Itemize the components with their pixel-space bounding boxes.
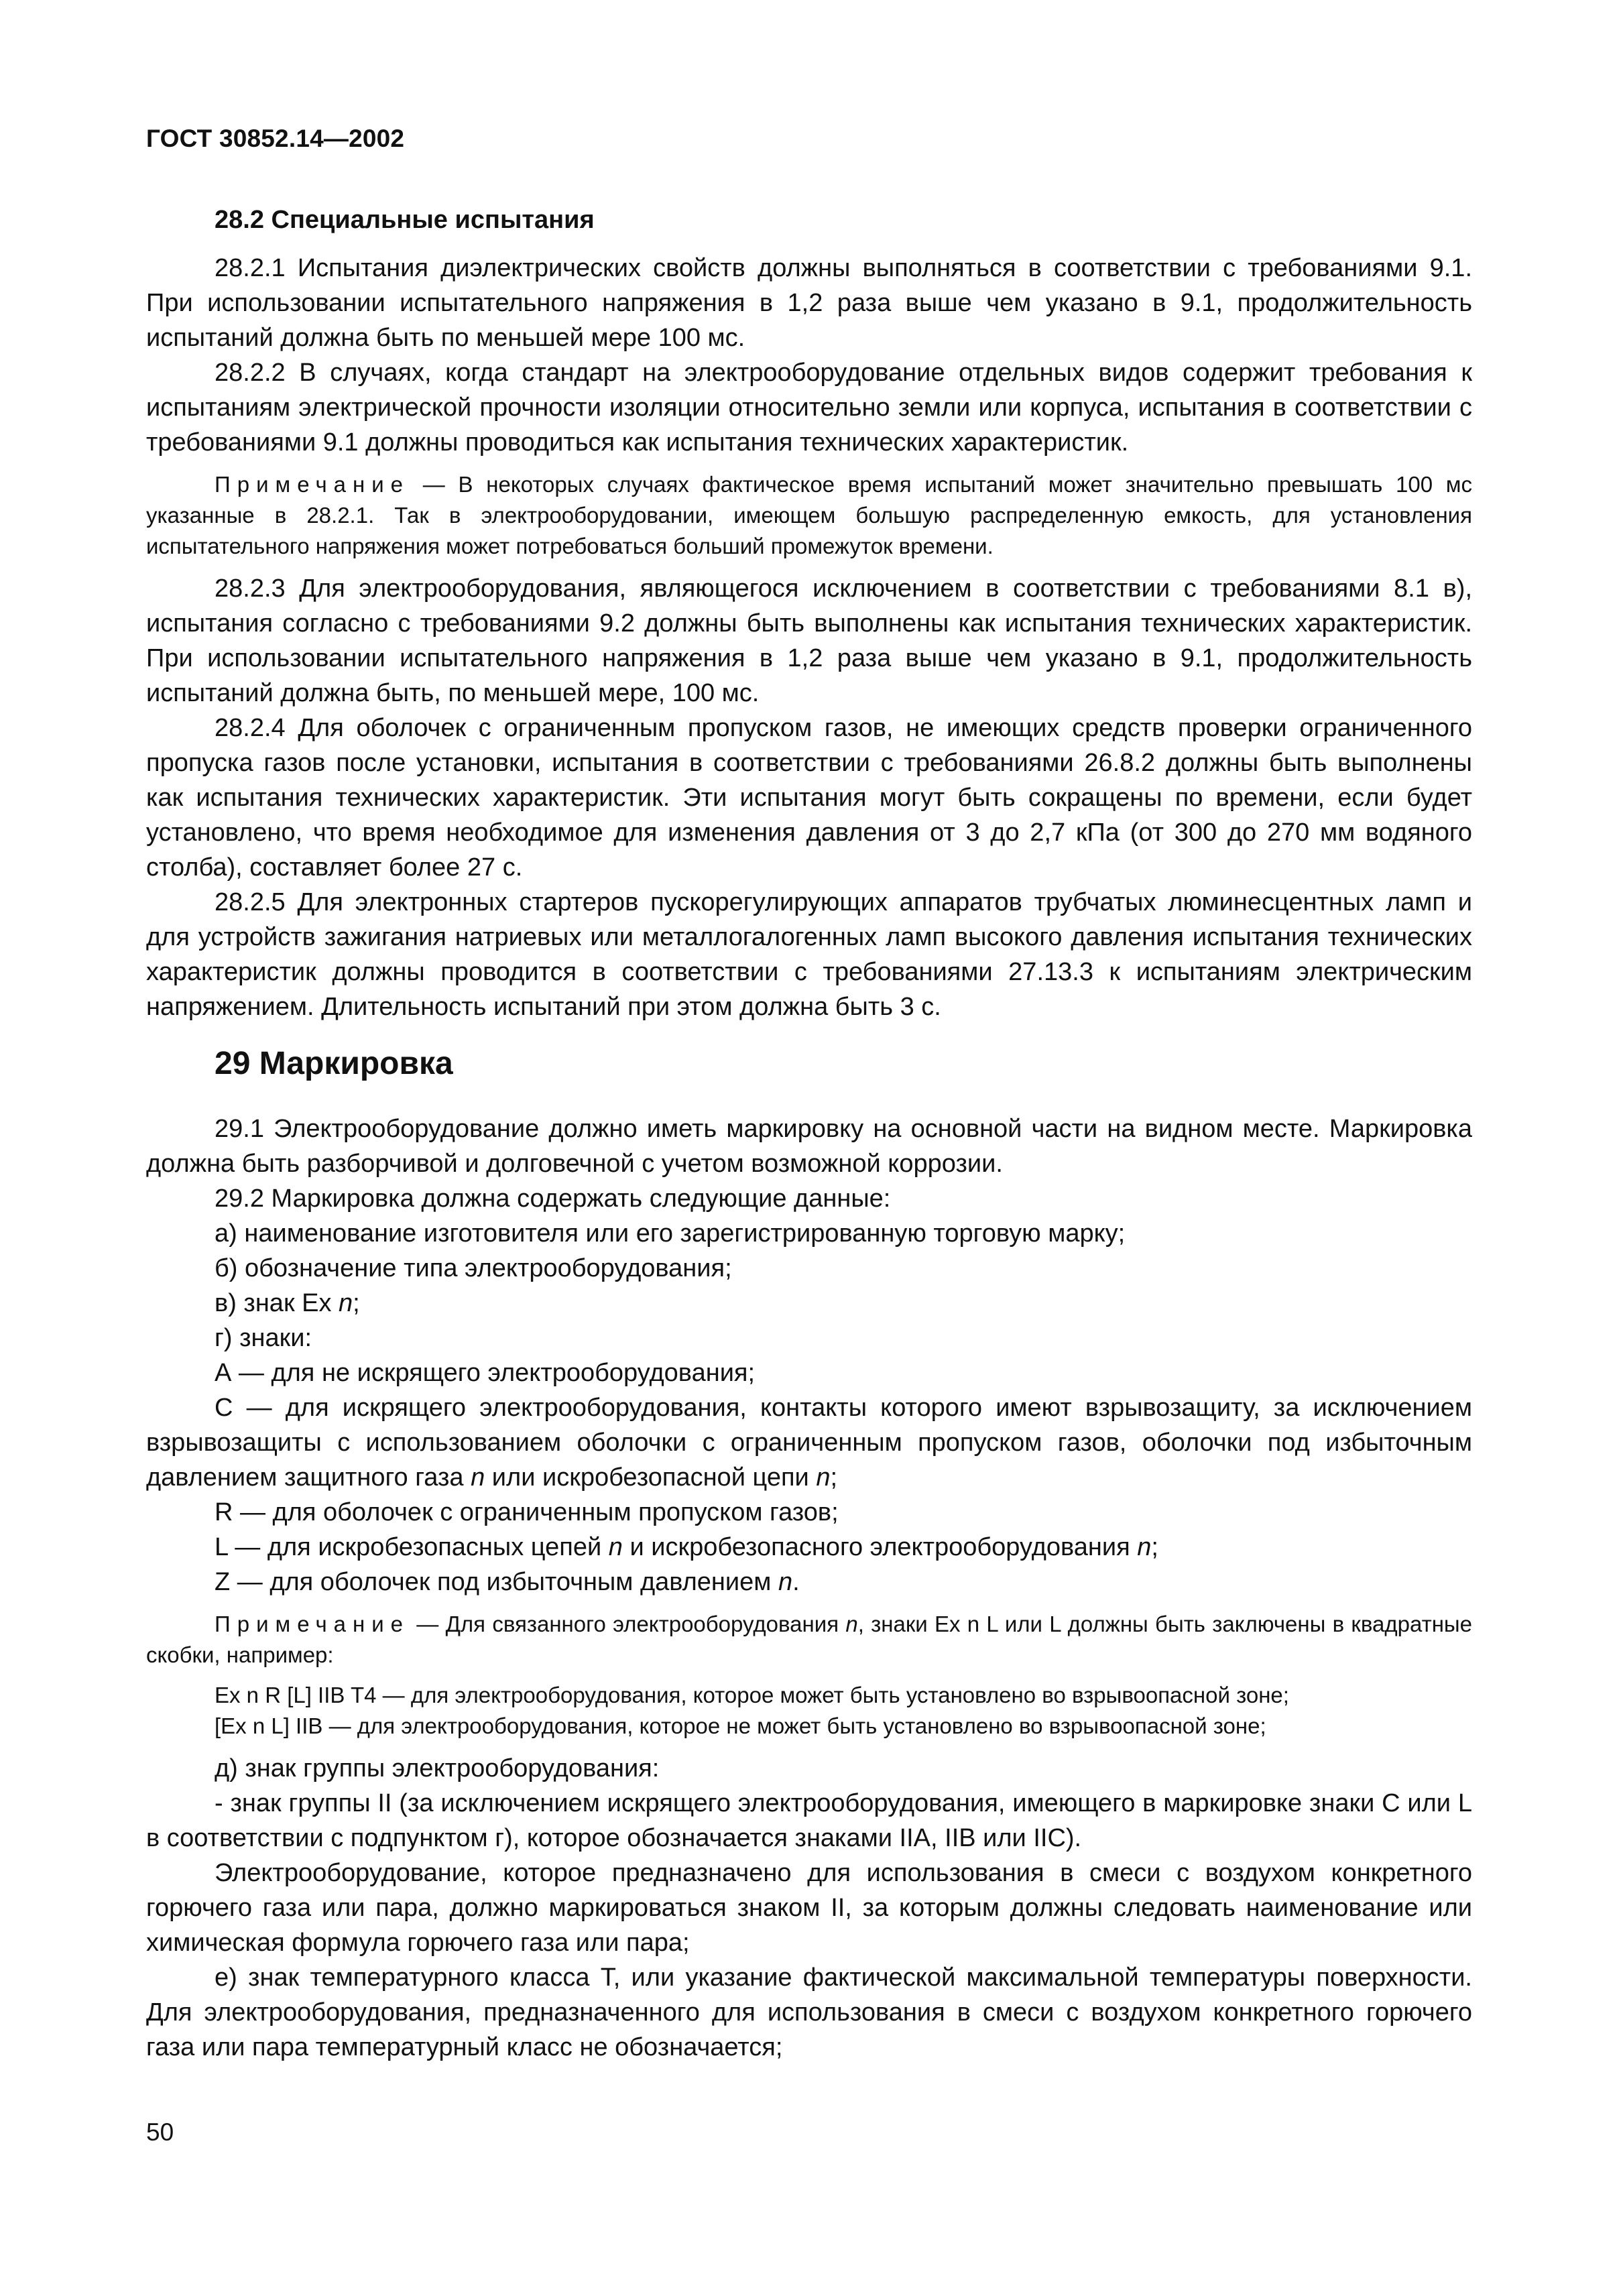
sign-C-italic-2: n bbox=[816, 1463, 831, 1492]
note-example-1: Ex n R [L] IIB T4 — для электрооборудования, которое может быть установлено во взрывоопасной зоне; bbox=[215, 1683, 1289, 1707]
sign-L-text: L — для искробезопасных цепей bbox=[215, 1533, 609, 1561]
sign-C-italic-1: n bbox=[471, 1463, 485, 1492]
sign-Z-end: . bbox=[792, 1568, 800, 1596]
sign-Z bbox=[146, 1565, 1472, 1599]
item-v-text: в) знак Ex bbox=[215, 1289, 339, 1317]
sign-Z-text: Z — для оболочек под избыточным давлением bbox=[215, 1568, 778, 1596]
page-number: 50 bbox=[146, 2118, 174, 2146]
item-v-italic: n bbox=[339, 1289, 353, 1317]
list-item-a: а) наименование изготовителя или его зарегистрированную торговую марку; bbox=[215, 1219, 1126, 1248]
sign-L-mid: и искробезопасного электрооборудования bbox=[622, 1533, 1138, 1561]
list-item-g: г) знаки: bbox=[215, 1324, 312, 1352]
list-item-b: б) обозначение типа электрооборудования; bbox=[215, 1254, 732, 1282]
sign-L-italic-2: n bbox=[1137, 1533, 1152, 1561]
note-28-2 bbox=[146, 469, 1472, 562]
paragraph-29-2: 29.2 Маркировка должна содержать следующие данные: bbox=[215, 1185, 891, 1213]
note-label: Примечание bbox=[215, 472, 410, 497]
sign-C bbox=[146, 1390, 1472, 1495]
list-item-d: д) знак группы электрооборудования: bbox=[215, 1754, 660, 1783]
paragraph-28-2-3: 28.2.3 Для электрооборудования, являющегося исключением в соответствии с требованиями 8.1 в), испытания согласно с требованиями 9.2 должны быть выполнены как испытания технических характеристик. При использовании испытательного напряжения в 1,2 раза выше чем указано в 9.1, продолжительность испытаний должна быть, по меньшей мере, 100 мс. bbox=[146, 575, 1472, 707]
note-2-text: — Для связанного электрооборудования bbox=[410, 1612, 846, 1636]
document-header: ГОСТ 30852.14—2002 bbox=[146, 125, 405, 152]
note-text: — В некоторых случаях фактическое время испытаний может значительно превышать 100 мс указанные в 28.2.1. Так в электрооборудовании, имеющем большую распределенную емкость, для установления испытательного напряжения может потребоваться больший промежуток времени. bbox=[146, 472, 1472, 558]
list-item-v bbox=[146, 1286, 1472, 1321]
sign-L-end: ; bbox=[1151, 1533, 1158, 1561]
paragraph-28-2-5: 28.2.5 Для электронных стартеров пускорегулирующих аппаратов трубчатых люминесцентных ламп и для устройств зажигания натриевых или металлогалогенных ламп высокого давления испытания технических характеристик должны проводится в соответствии с требованиями 27.13.3 к испытаниям электрическим напряжением. Длительность испытаний при этом должна быть 3 с. bbox=[146, 888, 1472, 1021]
sign-L-italic-1: n bbox=[608, 1533, 623, 1561]
sign-A: А — для не искрящего электрооборудования; bbox=[215, 1359, 756, 1387]
spacer bbox=[146, 1742, 1472, 1751]
list-item-e: е) знак температурного класса Т, или указание фактической максимальной температуры поверхности. Для электрооборудования, предназначенного для использования в смеси с воздухом конкретного горючего газа или пара температурный класс не обозначается; bbox=[146, 1963, 1472, 2061]
sign-C-end: ; bbox=[830, 1463, 838, 1492]
note-2-italic: n bbox=[845, 1612, 858, 1636]
group-gas-paragraph: Электрооборудование, которое предназначено для использования в смеси с воздухом конкретного горючего газа или пара, должно маркироваться знаком II, за которым должны следовать наименование или химическая формула горючего газа или пара; bbox=[146, 1859, 1472, 1957]
paragraph-29-1: 29.1 Электрооборудование должно иметь маркировку на основной части на видном месте. Маркировка должна быть разборчивой и долговечной с учетом возможной коррозии. bbox=[146, 1115, 1472, 1178]
sign-C-text: С — для искрящего электрооборудования, контакты которого имеют взрывозащиту, за исключением взрывозащиты с использованием оболочки с ограниченным пропуском газов, оболочки под избыточным давлением защитного газа bbox=[146, 1394, 1472, 1492]
note-label-2: Примечание bbox=[215, 1612, 410, 1636]
page-content bbox=[146, 202, 1472, 2065]
section-heading-29: 29 Маркировка bbox=[215, 1046, 453, 1081]
paragraph-28-2-2: 28.2.2 В случаях, когда стандарт на электрооборудование отдельных видов содержит требования к испытаниям электрической прочности изоляции относительно земли или корпуса, испытания в соответствии с требованиями 9.1 должны проводиться как испытания технических характеристик. bbox=[146, 359, 1472, 457]
sign-R: R — для оболочек с ограниченным пропуском газов; bbox=[215, 1498, 839, 1526]
group-sign-paragraph: - знак группы II (за исключением искрящего электрооборудования, имеющего в маркировке знаки С или L в соответствии с подпунктом г), которое обозначается знаками IIА, IIВ или IIС). bbox=[146, 1789, 1472, 1852]
sign-C-mid: или искробезопасной цепи bbox=[485, 1463, 817, 1492]
sign-L bbox=[146, 1530, 1472, 1565]
note-2-text-end: , знаки Ex n L или L должны быть заключены в квадратные скобки, например: bbox=[146, 1612, 1472, 1667]
paragraph-28-2-1: 28.2.1 Испытания диэлектрических свойств должны выполняться в соответствии с требованиями 9.1. При использовании испытательного напряжения в 1,2 раза выше чем указано в 9.1, продолжительность испытаний должна быть по меньшей мере 100 мс. bbox=[146, 254, 1472, 352]
sign-Z-italic: n bbox=[778, 1568, 793, 1596]
item-v-end: ; bbox=[353, 1289, 360, 1317]
note-29-2 bbox=[146, 1609, 1472, 1671]
subsection-heading-28-2: 28.2 Специальные испытания bbox=[215, 206, 595, 234]
paragraph-28-2-4: 28.2.4 Для оболочек с ограниченным пропуском газов, не имеющих средств проверки ограниченного пропуска газов после установки, испытания в соответствии с требованиями 26.8.2 должны быть выполнены как испытания технических характеристик. Эти испытания могут быть сокращены по времени, если будет установлено, что время необходимое для изменения давления от 3 до 2,7 кПа (от 300 до 270 мм водяного столба), составляет более 27 с. bbox=[146, 714, 1472, 882]
note-example-2: [Ex n L] IIB — для электрооборудования, которое не может быть установлено во взрывоопасной зоне; bbox=[215, 1713, 1266, 1738]
